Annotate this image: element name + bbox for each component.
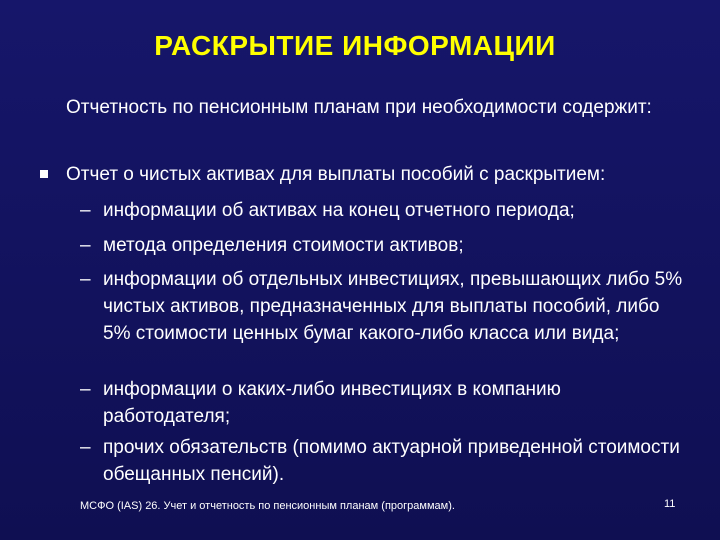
sub-item-text: прочих обязательств (помимо актуарной приведенной стоимости обещанных пенсий). <box>103 437 680 485</box>
footer-source: МСФО (IAS) 26. Учет и отчетность по пенсионным планам (программам). <box>80 500 455 512</box>
dash-icon: – <box>80 200 91 221</box>
main-bullet-text: Отчет о чистых активах для выплаты пособий с раскрытием: <box>66 164 606 185</box>
square-bullet-icon <box>40 170 48 178</box>
intro-text: Отчетность по пенсионным планам при необходимости содержит: <box>66 97 652 118</box>
sub-item-text: информации об отдельных инвестициях, превышающих либо 5% чистых активов, предназначенных для выплаты пособий, либо 5% стоимости ценных бумаг какого-либо класса или вида; <box>103 269 683 344</box>
sub-item-other-liabilities <box>80 434 690 488</box>
sub-item-text: информации о каких-либо инвестициях в компанию работодателя; <box>103 379 561 427</box>
dash-icon: – <box>80 235 91 256</box>
sub-item-text: информации об активах на конец отчетного периода; <box>103 200 575 221</box>
slide-title: РАСКРЫТИЕ ИНФОРМАЦИИ <box>154 30 556 61</box>
sub-item-employer-investments <box>80 376 690 430</box>
sub-item-valuation-method <box>80 232 690 259</box>
page-number: 11 <box>664 498 676 510</box>
dash-icon: – <box>80 269 91 290</box>
sub-item-assets-info <box>80 197 690 224</box>
sub-item-text: метода определения стоимости активов; <box>103 235 464 256</box>
sub-item-large-investments <box>80 266 690 347</box>
dash-icon: – <box>80 437 91 458</box>
dash-icon: – <box>80 379 91 400</box>
